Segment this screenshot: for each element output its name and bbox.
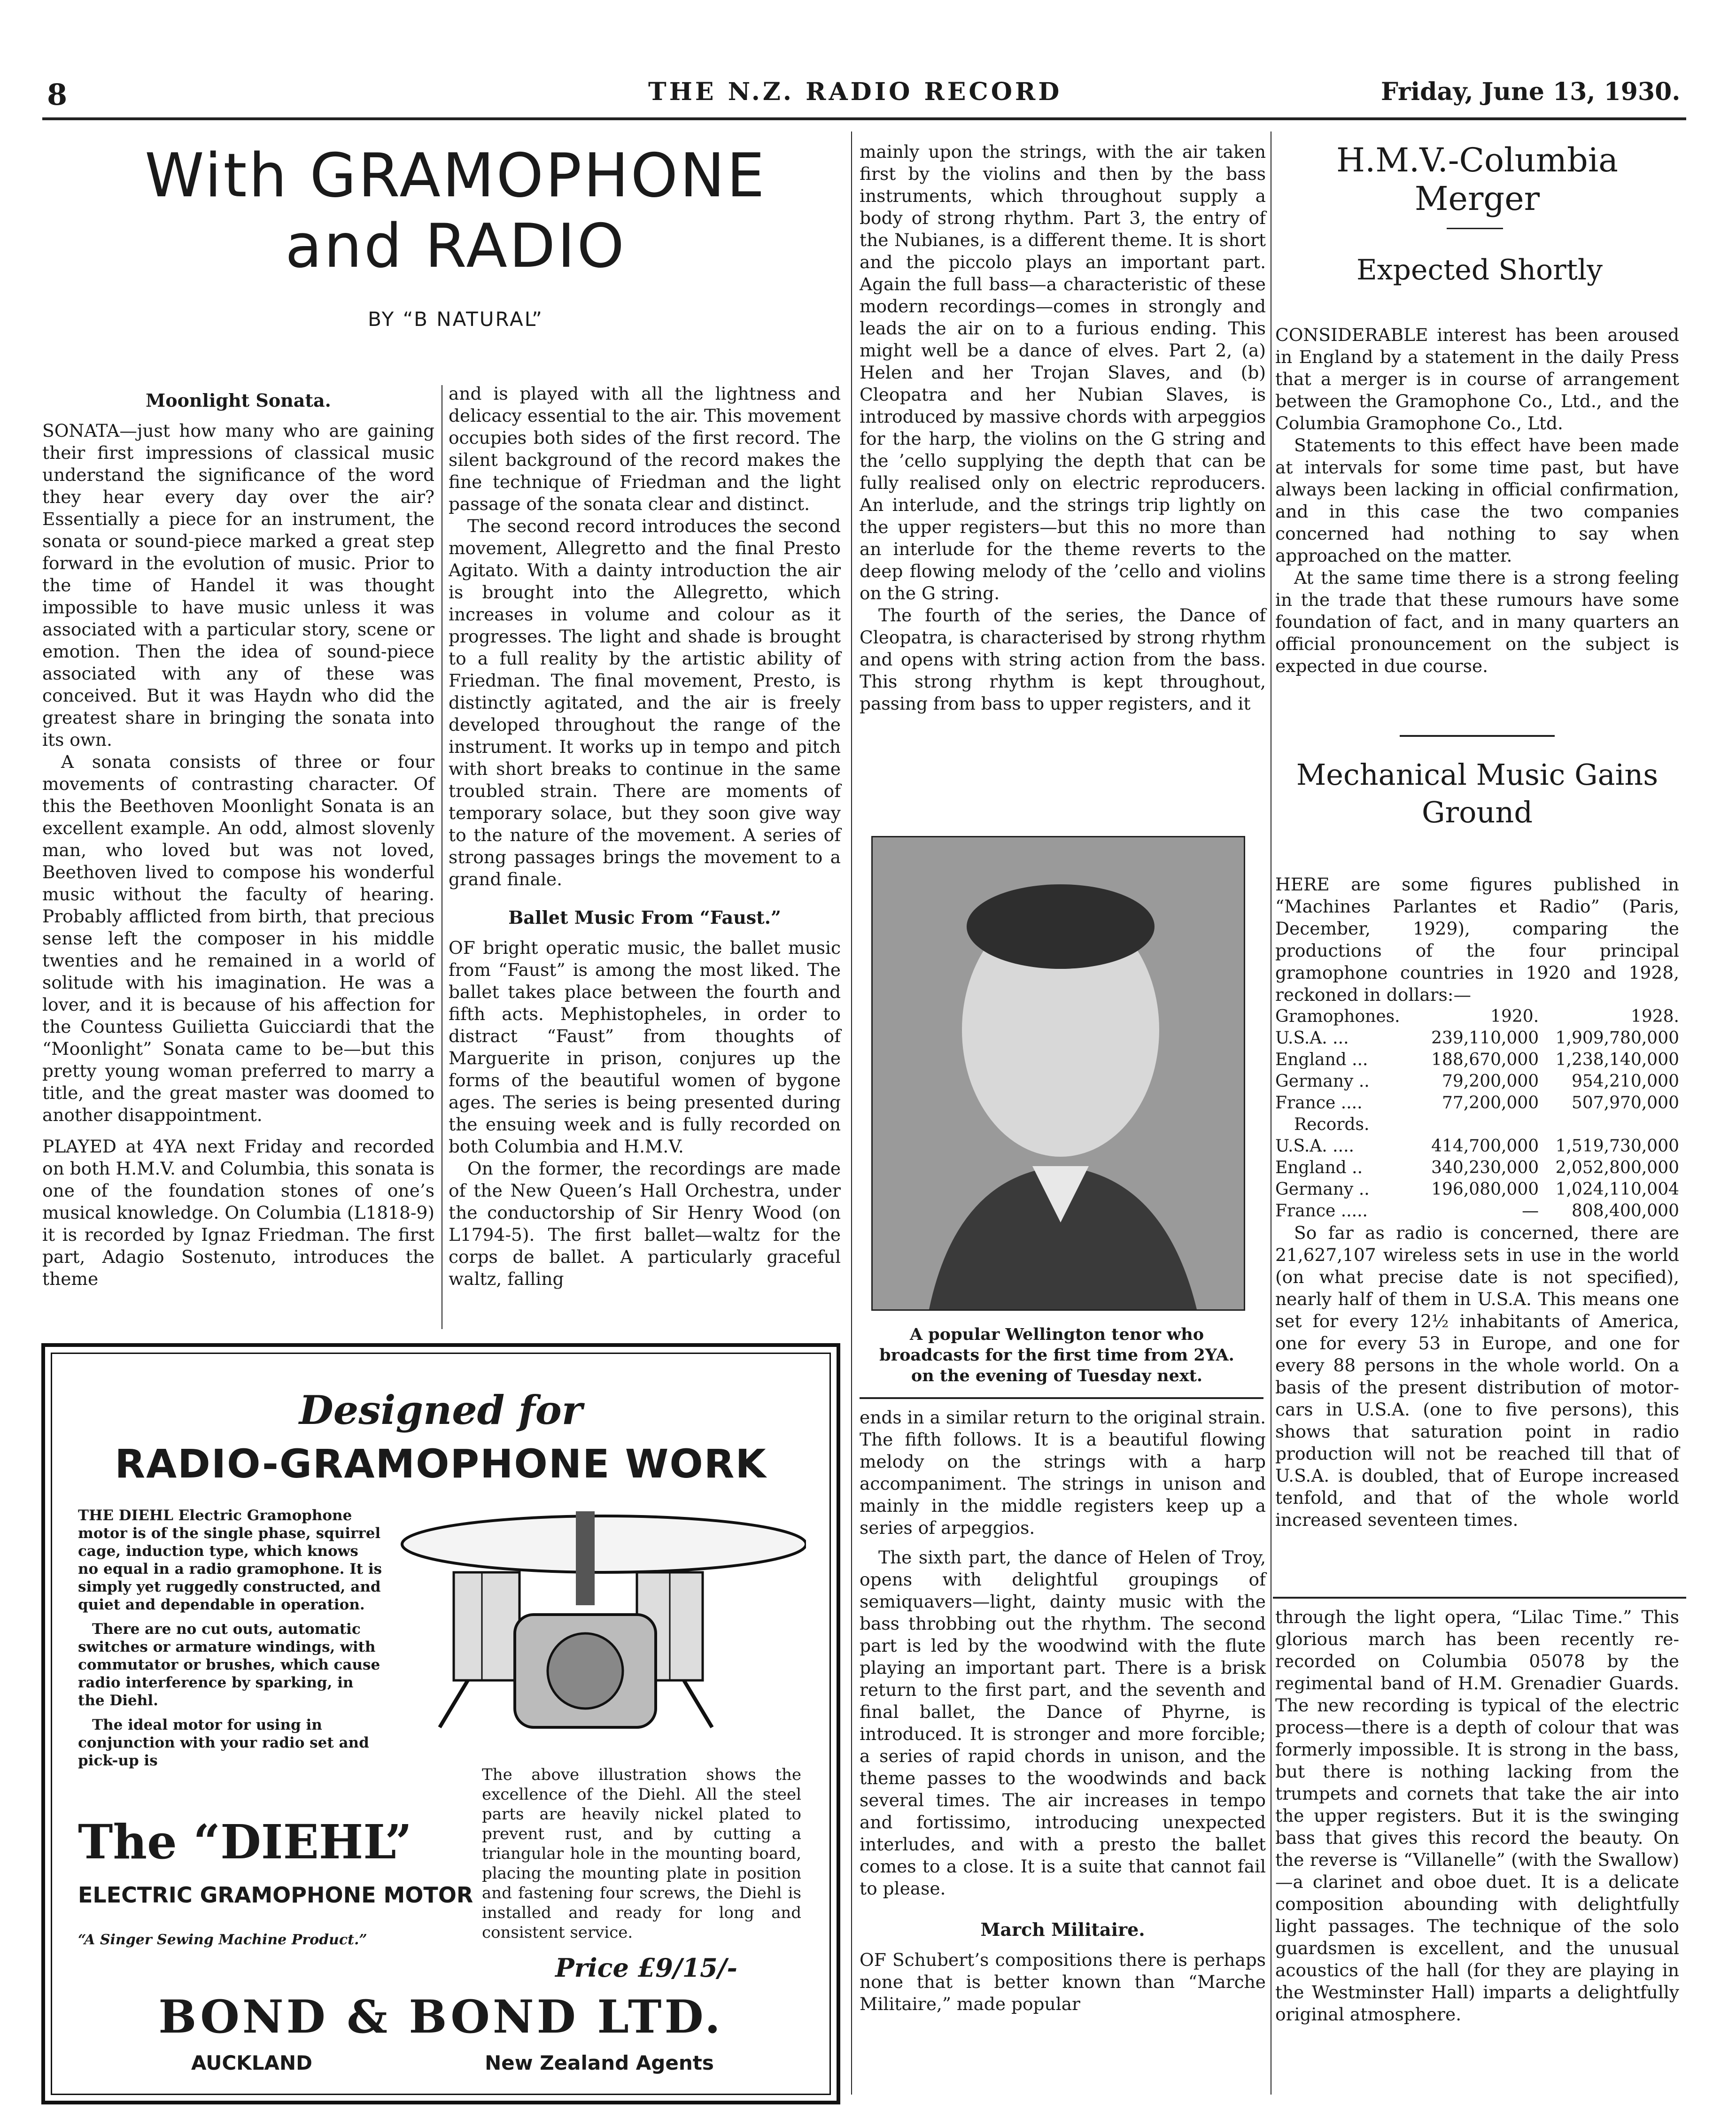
col3-paragraph-2: The fourth of the series, the Dance of Cleopatra, is characterised by strong rhythm and opens with string action from the bass. This strong rhythm is kept throughout, passing from bass to upper registers, and it [860, 605, 1266, 714]
heading-moonlight-sonata: Moonlight Sonata. [146, 390, 331, 411]
table-cell: U.S.A. .... [1275, 1137, 1354, 1156]
photo-caption: A popular Wellington tenor who broadcasts for the first time from 2YA. on the evening of Tuesday next. [879, 1325, 1234, 1385]
table-row [1275, 1092, 1679, 1114]
table-cell: 77,200,000 [1442, 1093, 1539, 1113]
col1-paragraph-3: PLAYED at 4YA next Friday and recorded on both H.M.V. and Columbia, this sonata is one of the foundation stones of one’s musical knowledge. On Columbia (L1818-9) it is recorded by Ignaz Friedman. The first part, Adagio Sostenuto, introduces the theme [42, 1136, 434, 1289]
merger-paragraph-2: Statements to this effect have been made at intervals for some time past, but have always been lacking in official confirmation, and in this case the two companies concerned had nothing to say when approached on the matter. [1275, 435, 1679, 566]
merger-subtitle: Expected Shortly [1356, 254, 1603, 286]
ad-product-subtitle: ELECTRIC GRAMOPHONE MOTOR [78, 1882, 473, 1908]
merger-title-rule [1447, 228, 1503, 229]
ad-body-1: THE DIEHL Electric Gramophone motor is of the single phase, squirrel cage, induction type, which knows no equal in a radio gramophone. It is simply yet ruggedly constructed, and quiet and dependable in operation. [78, 1507, 382, 1613]
column-1 [42, 383, 434, 1290]
table-cell: England ... [1275, 1050, 1368, 1069]
table-cell: 196,080,000 [1431, 1180, 1539, 1199]
col3-paragraph-5: OF Schubert’s compositions there is perhaps none that is better known than “Marche Militaire,” made popular [860, 1949, 1266, 2014]
records-label: Records. [1294, 1115, 1370, 1134]
table-cell: 340,230,000 [1431, 1158, 1539, 1177]
col1-paragraph-2: A sonata consists of three or four movements of contrasting character. Of this the Beethoven Moonlight Sonata is an excellent example. An odd, almost slovenly man, who loved but was not loved, Beethoven lived to compose his wonderful music without the faculty of hearing. Probably afflicted from birth, that precious sense left the composer in his middle twenties and he remained in a world of solitude with his imagination. He was a lover, and it is because of his affection for the Countess Guilietta Guicciardi that the “Moonlight” Sonata came to be—but this pretty young woman preferred to marry a title, and the great master was doomed to another disappointment. [42, 751, 434, 1125]
feature-title-line2: and RADIO [285, 211, 626, 281]
ad-illustration-text: The above illustration shows the excellence of the Diehl. All the steel parts are heavily nickel plated to prevent rust, and by cutting a triangular hole in the mounting board, placing the mounting plate in position and fastening four screws, the Diehl is installed and ready for long and consistent service. [482, 1765, 801, 1942]
table-row [1275, 1049, 1679, 1071]
table-header-cell: 1928. [1630, 1007, 1679, 1026]
col3-paragraph-4: The sixth part, the dance of Helen of Troy, opens with delightful groupings of semiquavers—light, dainty music with the bass throbbing out the rhythm. The second part is led by the woodwind with the flute playing an important part. There is a brisk return to the first part, and the seventh and final ballet, the Dance of Phyrne, is introduced. It is stronger and more forcible; a series of rapid chords in unison, and the theme passes to the woodwinds and back several times. The air increases in tempo and fortissimo, introducing unexpected interludes, and with a presto the ballet comes to a close. It is a suite that cannot fail to please. [860, 1547, 1266, 1899]
merger-title: H.M.V.-Columbia Merger [1336, 141, 1618, 218]
table-cell: 1,519,730,000 [1555, 1137, 1679, 1156]
feature-title-block [52, 141, 860, 331]
table-cell: Germany .. [1275, 1180, 1370, 1199]
table-cell: France ..... [1275, 1201, 1368, 1221]
portrait-silhouette [873, 837, 1244, 1309]
table-row [1275, 1157, 1679, 1179]
table-row [1275, 1179, 1679, 1200]
table-header-row [1275, 1006, 1679, 1028]
photo-rule [860, 1397, 1263, 1399]
table-cell: 239,110,000 [1431, 1029, 1539, 1048]
mechanical-paragraph-2: So far as radio is concerned, there are 21,627,107 wireless sets in use in the world (on what precise date is not specified), nearly half of them in U.S.A. This means one set for every 12½ inhabitants of America, one for every 53 in Europe, and one for every 88 persons in the whole world. On a basis of the present distribution of motor-cars in U.S.A. (one to five persons), this shows that saturation point in radio production will not be reached till that of U.S.A. is doubled, that of Europe increased tenfold, and that of the whole world increased seventeen times. [1275, 1222, 1679, 1530]
col1-paragraph-1: SONATA—just how many who are gaining their first impressions of classical music understand the significance of the word they hear every day over the air? Essentially a piece for an instrument, the sonata or sound-piece marked a great step forward in the evolution of music. Prior to the time of Handel it was thought impossible to have music unless it was associated with a particular story, scene or emotion. Then the idea of sound-piece associated with any of these was conceived. But it was Haydn who did the greatest share in bringing the sonata into its own. [42, 420, 434, 750]
table-row [1275, 1028, 1679, 1049]
table-cell: 954,210,000 [1571, 1072, 1679, 1091]
table-header-cell: Gramophones. [1275, 1007, 1400, 1026]
table-cell: France .... [1275, 1093, 1363, 1113]
table-cell: 2,052,800,000 [1555, 1158, 1679, 1177]
ad-tagline: “A Singer Sewing Machine Product.” [78, 1932, 367, 1948]
article-separator-rule [1400, 735, 1555, 737]
column-3-bottom [860, 1407, 1266, 2015]
ad-headline-1: Designed for [299, 1387, 583, 1433]
ad-body-3: The ideal motor for using in conjunction with your radio set and pick-up is [78, 1717, 369, 1769]
col2-paragraph-2: The second record introduces the second movement, Allegretto and the final Presto Agitato. With a dainty introduction the air is brought into the Allegretto, which increases in volume and colour as it progresses. The light and shade is brought to a full reality by the artistic ability of Friedman. The final movement, Presto, is distinctly agitated, and the air is freely developed throughout the range of the instrument. It works up in tempo and pitch with short breaks to continue in the same troubled strain. There are moments of temporary solace, but they soon give way to the nature of the movement. A series of strong passages brings the movement to a grand finale. [449, 516, 841, 889]
table-cell: 1,909,780,000 [1555, 1029, 1679, 1048]
table-cell: England .. [1275, 1158, 1363, 1177]
table-cell: U.S.A. ... [1275, 1029, 1349, 1048]
column-4-bottom [1275, 1606, 1679, 2026]
gramophone-motor-illustration [383, 1502, 806, 1765]
march-continuation-paragraph: through the light opera, “Lilac Time.” This glorious march has been recently re-recorded on Columbia 05078 by the regimental band of H.M. Grenadier Guards. The new recording is typical of the electric process—there is a depth of colour that was formerly impossible. It is strong in the bass, but there is nothing lacking from the trumpets and cornets that take the air into the upper registers. But it is the swinging bass that gives this record the beauty. On the reverse is “Villanelle” (with the Swallow)—a clarinet and oboe duet. It is a delicate composition abounding with delightfully light passages. The technique of the solo guardsmen is excellent, and the unusual acoustics of the hall (for they are playing in the Westminster Hall) imparts a delightfully original atmosphere. [1275, 1607, 1679, 2025]
column-divider-2 [851, 131, 852, 2095]
col2-paragraph-1: and is played with all the lightness and delicacy essential to the air. This movement occupies both sides of the first record. The silent background of the record makes the fine technique of Friedman and the light passage of the sonata clear and distinct. [449, 383, 841, 514]
table-section-row [1275, 1114, 1679, 1136]
diehl-advertisement [41, 1343, 840, 2104]
ad-agents: New Zealand Agents [485, 2051, 714, 2074]
table-cell: — [1522, 1201, 1539, 1221]
table-cell: 1,024,110,004 [1555, 1180, 1679, 1199]
col2-paragraph-3: OF bright operatic music, the ballet music from “Faust” is among the most liked. The ballet takes place between the fourth and fifth acts. Mephistopheles, in order to distract “Faust” from thoughts of Marguerite in prison, conjures up the forms of the beautiful women of bygone ages. The series is being presented during the ensuing week and is fully recorded on both Columbia and H.M.V. [449, 937, 841, 1157]
mechanical-music-article [1275, 874, 1679, 1531]
mechanical-paragraph-1: HERE are some figures published in “Machines Parlantes et Radio” (Paris, December, 1929), comparing the productions of the four principal gramophone countries in 1920 and 1928, reckoned in dollars:— [1275, 874, 1679, 1005]
production-figures-table [1275, 1006, 1679, 1222]
feature-title-line1: With GRAMOPHONE [145, 141, 767, 211]
table-cell: 808,400,000 [1571, 1201, 1679, 1221]
ad-headline-2: RADIO-GRAMOPHONE WORK [115, 1441, 767, 1487]
table-cell: 79,200,000 [1442, 1072, 1539, 1091]
table-row [1275, 1136, 1679, 1157]
table-row [1275, 1200, 1679, 1222]
heading-march-militaire: March Militaire. [980, 1919, 1145, 1940]
col3-paragraph-1: mainly upon the strings, with the air taken first by the violins and then by the bass instruments, which throughout supply a body of strong rhythm. Part 3, the entry of the Nubianes, is a different theme. It is short and the piccolo plays an important part. Again the full bass—a characteristic of these modern recordings—comes in strongly and leads the air on to a furious ending. This might well be a dance of elves. Part 2, (a) Helen and her Trojan Slaves, and (b) Cleopatra and her Nubian Slaves, is introduced by massive chords with arpeggios for the harp, the violins on the G string and the ’cello supplying the depth that can be fully realised only on electric reproducers. An interlude, and the strings trip lightly on the upper registers—but this no more than an interlude for the theme reverts to the deep flowing melody of the ’cello and violins on the G string. [860, 141, 1266, 603]
page-number: 8 [47, 77, 68, 112]
issue-date: Friday, June 13, 1930. [1381, 77, 1681, 106]
heading-ballet-music-faust: Ballet Music From “Faust.” [508, 907, 781, 928]
ad-body-2: There are no cut outs, automatic switches or armature windings, with commutator or brushes, which cause radio interference by sparking, in the Diehl. [78, 1621, 380, 1709]
col2-paragraph-4: On the former, the recordings are made of the New Queen’s Hall Orchestra, under the conductorship of Sir Henry Wood (on L1794-5). The first ballet—waltz for the corps de ballet. A particularly graceful waltz, falling [449, 1158, 841, 1289]
masthead-rule [42, 117, 1686, 120]
col3-paragraph-3: ends in a similar return to the original strain. The fifth follows. It is a beautiful flowing melody on the strings with a harp accompaniment. The strings in unison and mainly in the middle registers keep up a series of arpeggios. [860, 1407, 1266, 1538]
tenor-portrait-photo [871, 836, 1245, 1311]
table-cell: 507,970,000 [1571, 1093, 1679, 1113]
merger-article [1275, 324, 1679, 677]
table-cell: 188,670,000 [1431, 1050, 1539, 1069]
publication-name: THE N.Z. RADIO RECORD [648, 77, 1062, 106]
column-3-top [860, 141, 1266, 715]
column-4-separator-rule [1273, 1597, 1686, 1599]
feature-byline: BY “B NATURAL” [368, 308, 543, 331]
table-header-cell: 1920. [1490, 1007, 1539, 1026]
table-cell: Germany .. [1275, 1072, 1370, 1091]
mechanical-music-title: Mechanical Music Gains Ground [1296, 758, 1658, 829]
ad-product-name: The “DIEHL” [78, 1814, 412, 1870]
ad-city: AUCKLAND [191, 2051, 312, 2074]
merger-paragraph-3: At the same time there is a strong feeling in the trade that these rumours have some foundation of fact, and in many quarters an official pronouncement on the subject is expected in due course. [1275, 567, 1679, 676]
merger-paragraph-1: CONSIDERABLE interest has been aroused in England by a statement in the daily Press that a merger is in course of arrangement between the Gramophone Co., Ltd., and the Columbia Gramophone Co., Ltd. [1275, 325, 1679, 433]
table-cell: 414,700,000 [1431, 1137, 1539, 1156]
table-row [1275, 1071, 1679, 1092]
table-cell: 1,238,140,000 [1555, 1050, 1679, 1069]
ad-body-block [78, 1507, 383, 1770]
ad-company-name: BOND & BOND LTD. [158, 1990, 723, 2043]
column-2 [449, 383, 841, 1290]
ad-price: Price £9/15/- [555, 1953, 737, 1983]
